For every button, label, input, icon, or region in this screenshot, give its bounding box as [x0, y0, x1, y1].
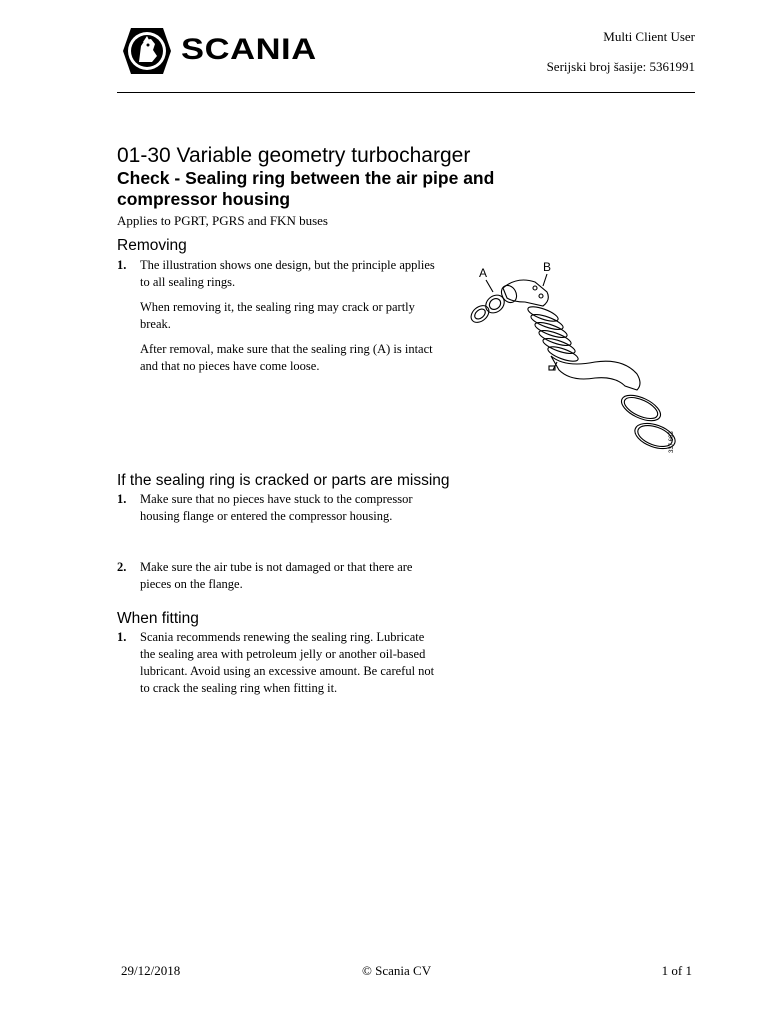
- label-a: A: [479, 266, 488, 280]
- item-text: Make sure that no pieces have stuck to the compressor housing flange or entered the compressor housing.: [140, 492, 413, 523]
- fitting-list: [117, 629, 437, 705]
- air-pipe-illustration: [455, 258, 690, 458]
- figure-code: 337 663: [669, 431, 675, 453]
- item-text: The illustration shows one design, but the principle applies to all sealing rings.: [140, 258, 435, 289]
- item-number: 2.: [117, 560, 127, 574]
- header-divider: [117, 92, 695, 93]
- list-item: [117, 491, 437, 525]
- griffin-emblem-icon: [117, 22, 177, 80]
- list-item: [117, 629, 437, 697]
- item-text: Scania recommends renewing the sealing ring. Lubricate the sealing area with petroleum jelly or another oil-based lubricant. Avoid using an excessive amount. Be careful not to crack the sealing ring when fitting it.: [140, 630, 435, 695]
- heading-fitting: When fitting: [117, 610, 199, 627]
- item-number: 1.: [117, 258, 127, 272]
- footer-page: 1 of 1: [661, 963, 692, 978]
- page-subtitle: Check - Sealing ring between the air pipe and compressor housing: [117, 168, 495, 209]
- footer-copyright: © Scania CV: [362, 963, 432, 978]
- item-number: 1.: [117, 492, 127, 506]
- item-text: When removing it, the sealing ring may crack or partly break.: [140, 300, 415, 331]
- footer-date: 29/12/2018: [121, 963, 181, 978]
- page-title: 01-30 Variable geometry turbocharger: [117, 144, 471, 167]
- chassis-number: Serijski broj šasije: 5361991: [546, 59, 695, 74]
- user-name: Multi Client User: [603, 29, 695, 44]
- list-item: [117, 257, 437, 375]
- brand-name: SCANIA: [181, 33, 317, 66]
- list-item: [117, 559, 437, 593]
- cracked-list: [117, 491, 437, 533]
- item-text: After removal, make sure that the sealing ring (A) is intact and that no pieces have come loose.: [140, 342, 433, 373]
- applies-to: Applies to PGRT, PGRS and FKN buses: [117, 213, 328, 228]
- scania-logo: [117, 22, 332, 82]
- item-text: Make sure the air tube is not damaged or that there are pieces on the flange.: [140, 560, 413, 591]
- item-number: 1.: [117, 630, 127, 644]
- label-b: B: [543, 260, 552, 274]
- cracked-list-2: [117, 559, 437, 601]
- heading-cracked: If the sealing ring is cracked or parts are missing: [117, 472, 450, 489]
- removing-list: [117, 257, 437, 383]
- heading-removing: Removing: [117, 237, 187, 254]
